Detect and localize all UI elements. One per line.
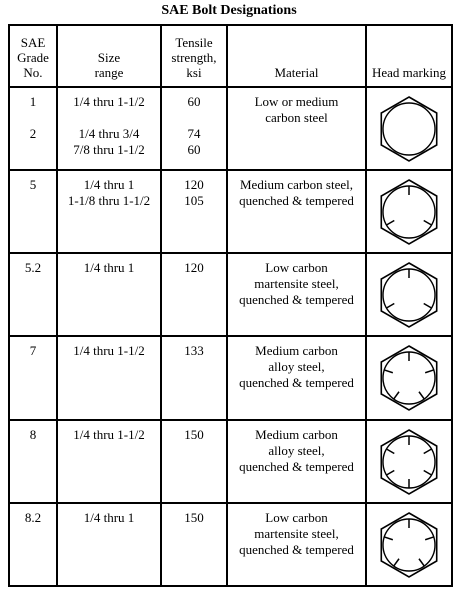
- radial-mark: [386, 470, 394, 475]
- grade-value: 8: [29, 426, 37, 442]
- tensile-value: 105: [184, 193, 204, 209]
- grade-cell: [9, 336, 57, 419]
- radial-mark: [419, 392, 424, 399]
- size-cell: [57, 170, 161, 253]
- header-line: Head marking: [371, 65, 446, 80]
- tensile-value: 120: [184, 260, 204, 276]
- material-line: quenched & tempered: [239, 541, 354, 557]
- grade-cell: [9, 420, 57, 503]
- hexagon-outline: [381, 97, 436, 161]
- tensile-cell: [161, 253, 227, 336]
- header-line: Size: [97, 50, 121, 65]
- material-cell: [227, 336, 366, 419]
- hex-head-icon: [374, 427, 444, 497]
- size-range: 1/4 thru 1: [83, 509, 135, 525]
- grade-value: 8.2: [24, 509, 42, 525]
- header-marking: [366, 25, 452, 87]
- radial-mark: [384, 537, 393, 540]
- material-cell: [227, 420, 366, 503]
- group-gap: [58, 110, 160, 126]
- radial-mark: [419, 559, 424, 566]
- grade-value: 1: [29, 94, 37, 109]
- material-line: quenched & tempered: [239, 193, 354, 209]
- hex-head-icon: [374, 343, 444, 413]
- material-line: alloy steel,: [268, 442, 325, 458]
- radial-mark: [424, 470, 432, 475]
- grade-value: 5.2: [24, 260, 42, 276]
- group-gap: [10, 110, 56, 126]
- table-row: [9, 253, 452, 336]
- material-line: martensite steel,: [254, 276, 339, 292]
- material-line: Medium carbon: [255, 343, 338, 359]
- material-line: quenched & tempered: [239, 375, 354, 391]
- tensile-value: 74: [187, 126, 201, 141]
- header-size: [57, 25, 161, 87]
- radial-mark: [425, 537, 434, 540]
- size-cell: [57, 503, 161, 586]
- head-marking-cell: [366, 336, 452, 419]
- header-line: range: [94, 65, 124, 80]
- size-range: 1/4 thru 1-1/2: [73, 343, 145, 359]
- grade-value: 2: [29, 126, 37, 141]
- radial-mark: [394, 392, 399, 399]
- tensile-cell: [161, 87, 227, 170]
- material-line: martensite steel,: [254, 525, 339, 541]
- hex-head-icon: [374, 510, 444, 580]
- washer-circle: [383, 103, 435, 155]
- group-gap: [162, 110, 226, 126]
- material-line: alloy steel,: [268, 359, 325, 375]
- material-line: quenched & tempered: [239, 292, 354, 308]
- tensile-value: 60: [187, 142, 201, 157]
- radial-mark: [394, 559, 399, 566]
- size-cell: [57, 336, 161, 419]
- head-marking-cell: [366, 253, 452, 336]
- hex-head-icon: [374, 94, 444, 164]
- tensile-cell: [161, 170, 227, 253]
- header-row: [9, 25, 452, 87]
- header-line: Tensile: [175, 35, 213, 50]
- table-row: [9, 87, 452, 170]
- head-marking-cell: [366, 170, 452, 253]
- size-cell: [57, 253, 161, 336]
- material-line: Medium carbon: [255, 426, 338, 442]
- grade-cell: [9, 503, 57, 586]
- size-range: 1/4 thru 1-1/2: [73, 94, 145, 109]
- tensile-value: 150: [184, 509, 204, 525]
- material-line: Low carbon: [265, 509, 328, 525]
- tensile-cell: [161, 503, 227, 586]
- header-tensile: [161, 25, 227, 87]
- size-cell: [57, 87, 161, 170]
- grade-value: 5: [29, 177, 37, 193]
- tensile-cell: [161, 420, 227, 503]
- radial-mark: [425, 370, 434, 373]
- header-line: SAE: [20, 35, 46, 50]
- size-range: 1-1/8 thru 1-1/2: [67, 193, 151, 209]
- tensile-value: 133: [184, 343, 204, 359]
- material-cell: [227, 253, 366, 336]
- radial-mark: [386, 304, 394, 309]
- radial-mark: [424, 304, 432, 309]
- hex-head-icon: [374, 177, 444, 247]
- tensile-value: 120: [184, 177, 204, 193]
- table-row: [9, 503, 452, 586]
- header-line: Material: [274, 65, 319, 80]
- material-line: Low or medium: [254, 94, 339, 109]
- header-line: No.: [23, 65, 43, 80]
- material-line: Low carbon: [265, 260, 328, 276]
- head-marking-cell: [366, 87, 452, 170]
- material-line: Medium carbon steel,: [240, 177, 353, 193]
- radial-mark: [384, 370, 393, 373]
- size-range: 1/4 thru 3/4: [78, 126, 140, 141]
- grade-cell: [9, 253, 57, 336]
- header-grade: [9, 25, 57, 87]
- grade-cell: [9, 170, 57, 253]
- head-marking-cell: [366, 420, 452, 503]
- radial-mark: [424, 449, 432, 454]
- radial-mark: [386, 449, 394, 454]
- grade-cell: [9, 87, 57, 170]
- material-line: carbon steel: [265, 110, 328, 125]
- header-line: strength,: [171, 50, 217, 65]
- material-line: quenched & tempered: [239, 458, 354, 474]
- material-cell: [227, 170, 366, 253]
- header-line: ksi: [186, 65, 202, 80]
- tensile-cell: [161, 336, 227, 419]
- material-cell: [227, 87, 366, 170]
- bolt-designation-table: [8, 24, 453, 587]
- size-range: 1/4 thru 1: [83, 177, 135, 193]
- head-marking-cell: [366, 503, 452, 586]
- tensile-value: 150: [184, 426, 204, 442]
- header-line: Grade: [17, 50, 49, 65]
- header-material: [227, 25, 366, 87]
- tensile-value: 60: [187, 94, 201, 109]
- table-row: [9, 420, 452, 503]
- size-range: 1/4 thru 1-1/2: [73, 426, 145, 442]
- grade-value: 7: [29, 343, 37, 359]
- material-cell: [227, 503, 366, 586]
- size-range: 1/4 thru 1: [83, 260, 135, 276]
- hex-head-icon: [374, 260, 444, 330]
- table-row: [9, 336, 452, 419]
- table-row: [9, 170, 452, 253]
- page-title: SAE Bolt Designations: [161, 3, 297, 18]
- radial-mark: [424, 221, 432, 226]
- size-range: 7/8 thru 1-1/2: [73, 142, 145, 157]
- radial-mark: [386, 221, 394, 226]
- size-cell: [57, 420, 161, 503]
